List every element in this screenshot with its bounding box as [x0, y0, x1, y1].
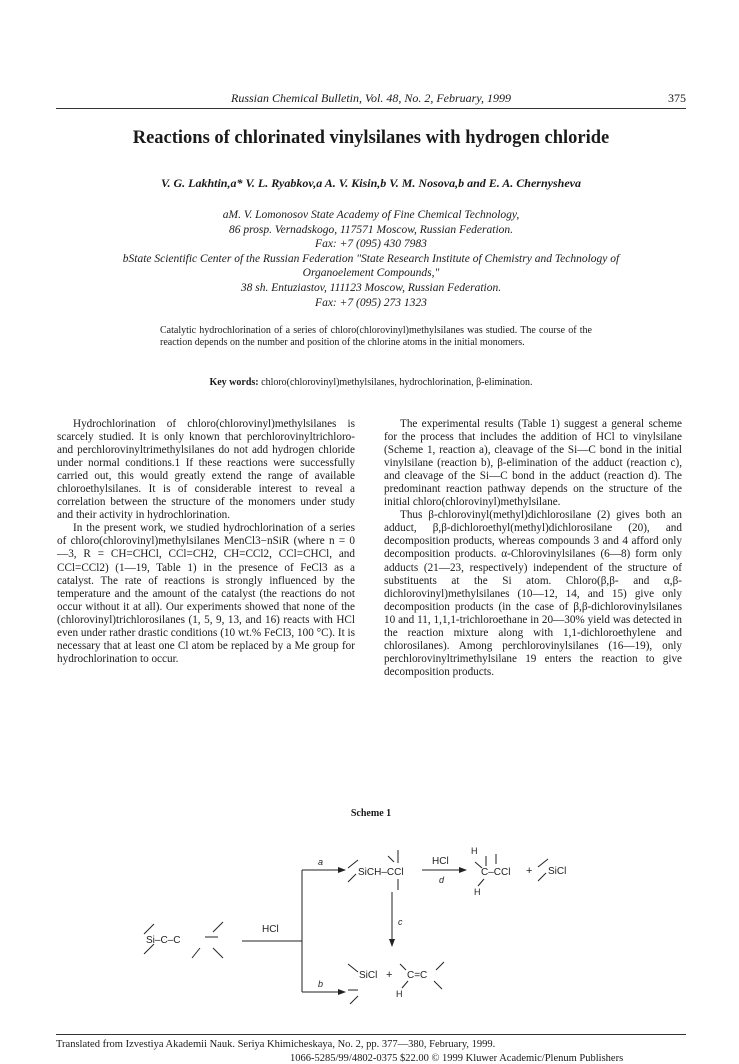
- keywords-label: Key words:: [209, 377, 259, 388]
- translation-note: Translated from Izvestiya Akademii Nauk. Seriya Khimicheskaya, No. 2, pp. 377—380, February, 1999.: [56, 1039, 496, 1050]
- bond-line: [350, 996, 358, 1004]
- right-column: [384, 418, 682, 679]
- reactant-label: Si–C–C: [146, 935, 181, 946]
- bond-line: [434, 981, 442, 989]
- bond-line: [400, 964, 406, 970]
- abstract: Catalytic hydrochlorination of a series of chloro(chlorovinyl)methylsilanes was studied. The course of the reaction depends on the number and position of the chlorine atoms in the initial monomers.: [160, 325, 592, 349]
- authors: V. G. Lakhtin,a* V. L. Ryabkov,a A. V. Kisin,b V. M. Nosova,b and E. A. Chernyshevа: [161, 176, 581, 190]
- affiliation-line: 38 sh. Entuziastov, 111123 Moscow, Russian Federation.: [240, 281, 502, 294]
- alkene-label: C=C: [407, 970, 428, 981]
- affiliation-line: Organoelement Compounds,": [302, 267, 440, 280]
- bond-line: [402, 981, 408, 988]
- copyright-line: 1066-5285/99/4802-0375 $22.00 © 1999 Kluwer Academic/Plenum Publishers: [290, 1053, 624, 1064]
- bond-line: [538, 859, 548, 867]
- left-column: [57, 418, 355, 666]
- paragraph: The experimental results (Table 1) suggest a general scheme for the process that includes the addition of HCl to vinylsilane (Scheme 1, reaction a), cleavage of the Si—C bond in the initial vinylsilane (reaction b), β-elimination of the adduct (reaction c), and cleavage of the Si—C bond in the adduct (reaction d). The predominant reaction pathway depends on the structure of the initial chloro(chlorovinyl)methylsilane.: [384, 418, 682, 509]
- h-atom: H: [471, 846, 478, 856]
- running-header: [56, 90, 686, 109]
- paragraph: Hydrochlorination of chloro(chlorovinyl)methylsilanes is scarcely studied. It is only known that perchlorovinyltrichloro- and perchlorovinyltrimethylsilanes do not add hydrogen chloride under normal conditions.1 If these reactions were successfully carried out, this would greatly extend the range of available chloroethylsilanes. It is of considerable interest to reveal a correlation between the structure of the monomers under study and their activity in hydrochlorination.: [57, 418, 355, 522]
- label-b: b: [318, 979, 324, 989]
- adduct-label: SiCH–CCl: [358, 867, 404, 878]
- footer-rule: [56, 1034, 686, 1035]
- bond-line: [144, 924, 154, 934]
- label-a: a: [318, 857, 324, 867]
- bond-line: [478, 879, 484, 886]
- paragraph: In the present work, we studied hydrochlorination of a series of chloro(chlorovinyl)methylsilanes MenCl3−nSiR (where n = 0—3, R = CH=CHCl, CCl=CH2, CH=CCl2, CCl=CHCl, and CCl=CCl2) (1—19, Table 1) in the presence of FeCl3 as a catalyst. The rate of reactions is strongly influenced by the temperature and the amount of the catalyst (the reactions do not occur without it at all). Our experiments showed that none of the (chlorovinyl)trichlorosilanes (1, 5, 9, 13, and 16) reacts with HCl even under rather drastic conditions (10 wt.% FeCl3, 100 °C). It is necessary that at least one Cl atom be replaced by a Me group for hydrochlorination to occur.: [57, 522, 355, 665]
- plus-sign: +: [386, 969, 393, 981]
- keywords-text: chloro(chlorovinyl)methylsilanes, hydrochlorination, β-elimination.: [261, 377, 533, 388]
- bond-line: [348, 874, 356, 882]
- bond-line: [192, 948, 200, 958]
- affiliation-line: Fax: +7 (095) 273 1323: [315, 296, 427, 309]
- bond-line: [538, 873, 546, 881]
- reagent-label: HCl: [262, 924, 279, 935]
- bond-line: [213, 922, 223, 932]
- bond-line: [436, 962, 444, 970]
- affiliation-line: aM. V. Lomonosov State Academy of Fine Chemical Technology,: [222, 209, 520, 221]
- h-atom: H: [474, 887, 481, 897]
- article-title: Reactions of chlorinated vinylsilanes with hydrogen chloride: [132, 128, 610, 148]
- plus-sign: +: [526, 865, 533, 877]
- affiliation-line: Fax: +7 (095) 430 7983: [315, 238, 427, 251]
- paragraph: Thus β-chlorovinyl(methyl)dichlorosilane (2) gives both an adduct, β,β-dichloroethyl(methyl)dichlorosilane (20), and decomposition products, whereas compounds 3 and 4 afford only decomposition products. α-Chlorovinylsilanes (6—8) form only adducts (21—23, respectively) independent of the structure of substituents at the Si atom. Chloro(β,β- and α,β-dichlorovinyl)methylsilanes (10—12, 14, and 15) give only decomposition products (in the case of β,β-dichlorovinylsilanes 10 and 11, 1,1,1-trichloroethane in 20—30% yield was detected in the reaction mixture along with 1,1-dichloroethylene and chlorosilanes). Among perchlorovinylsilanes (16—19), only perchlorovinyltrimethylsilane 19 enters the reaction to give decomposition products.: [384, 509, 682, 678]
- h-atom: H: [396, 989, 403, 999]
- label-d: d: [439, 875, 445, 885]
- bond-line: [388, 856, 394, 862]
- bond-line: [213, 948, 223, 958]
- journal-title: Russian Chemical Bulletin, Vol. 48, No. 2, February, 1999: [231, 91, 511, 105]
- keywords: [56, 377, 686, 388]
- page-number: 375: [668, 91, 686, 105]
- affiliations: [56, 208, 686, 310]
- sicl-label: SiCl: [359, 970, 378, 981]
- affiliation-line: 86 prosp. Vernadskogo, 117571 Moscow, Russian Federation.: [228, 223, 514, 236]
- scheme-title: Scheme 1: [350, 808, 392, 819]
- bond-line: [348, 964, 358, 972]
- label-c: c: [398, 917, 403, 927]
- affiliation-line: bState Scientific Center of the Russian Federation "State Research Institute of Chemistry and Technology of: [122, 252, 620, 265]
- product-d-label: C–CCl: [481, 867, 511, 878]
- sicl-label: SiCl: [548, 866, 567, 877]
- reagent-label-d: HCl: [432, 856, 449, 867]
- reaction-scheme: [130, 826, 600, 1016]
- bond-line: [348, 860, 358, 868]
